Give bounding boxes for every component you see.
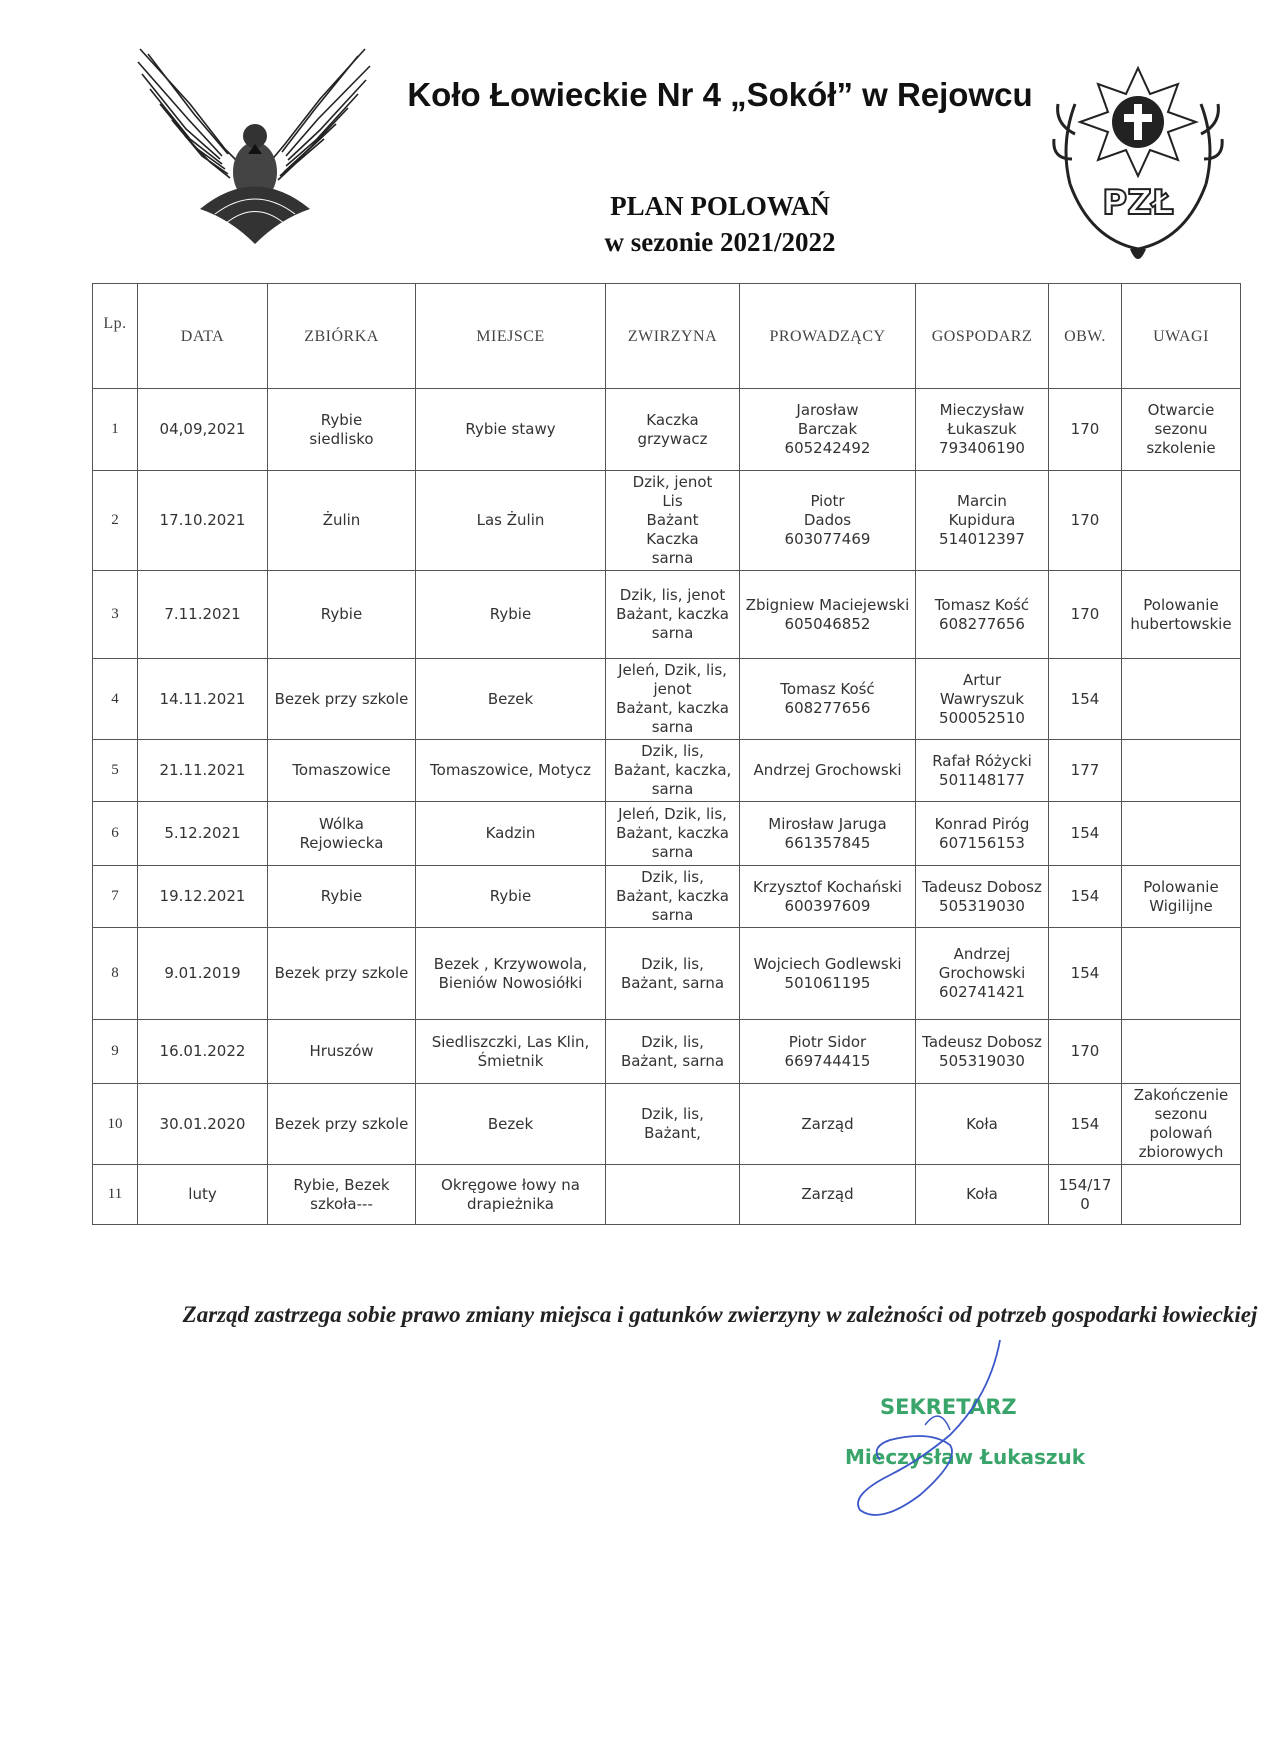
cell-zbiorka: Żulin [268, 471, 416, 571]
plan-title-line1: PLAN POLOWAŃ [610, 191, 830, 221]
cell-zbiorka: Rybie [268, 571, 416, 659]
column-header-uwagi: UWAGI [1122, 284, 1241, 389]
cell-obw: 170 [1049, 389, 1122, 471]
cell-lp: 1 [93, 389, 138, 471]
cell-data: 7.11.2021 [138, 571, 268, 659]
cell-obw: 170 [1049, 471, 1122, 571]
stamp-name: Mieczysław Łukaszuk [845, 1445, 1086, 1469]
cell-lp: 9 [93, 1020, 138, 1084]
cell-obw: 154 [1049, 866, 1122, 928]
cell-miejsce: Bezek [416, 659, 606, 740]
cell-zwierzyna [606, 1165, 740, 1225]
column-header-miejsce: MIEJSCE [416, 284, 606, 389]
cell-zbiorka: Bezek przy szkole [268, 1084, 416, 1165]
stamp-title: SEKRETARZ [880, 1395, 1017, 1419]
eagle-logo [130, 44, 380, 254]
column-header-zbiorka: ZBIÓRKA [268, 284, 416, 389]
cell-prowadzacy: Zarząd [740, 1084, 916, 1165]
cell-data: 9.01.2019 [138, 928, 268, 1020]
cell-lp: 3 [93, 571, 138, 659]
signature [830, 1335, 1070, 1525]
cell-prowadzacy: Tomasz Kość 608277656 [740, 659, 916, 740]
cell-miejsce: Las Żulin [416, 471, 606, 571]
cell-data: 14.11.2021 [138, 659, 268, 740]
cell-gospodarz: Andrzej Grochowski 602741421 [916, 928, 1049, 1020]
cell-miejsce: Okręgowe łowy na drapieżnika [416, 1165, 606, 1225]
cell-lp: 2 [93, 471, 138, 571]
cell-zbiorka: Rybie [268, 866, 416, 928]
cell-gospodarz: Tadeusz Dobosz 505319030 [916, 1020, 1049, 1084]
cell-zwierzyna: Kaczka grzywacz [606, 389, 740, 471]
cell-zbiorka: Bezek przy szkole [268, 659, 416, 740]
cell-zwierzyna: Dzik, lis, Bażant, kaczka sarna [606, 866, 740, 928]
cell-lp: 7 [93, 866, 138, 928]
cell-zwierzyna: Jeleń, Dzik, lis, Bażant, kaczka sarna [606, 802, 740, 866]
table-row [93, 928, 1241, 1020]
cell-zbiorka: Rybie siedlisko [268, 389, 416, 471]
table-row [93, 1165, 1241, 1225]
column-header-zwierzyna: ZWIRZYNA [606, 284, 740, 389]
cell-zwierzyna: Jeleń, Dzik, lis, jenot Bażant, kaczka sarna [606, 659, 740, 740]
cell-obw: 154/17 0 [1049, 1165, 1122, 1225]
cell-zwierzyna: Dzik, lis, Bażant, sarna [606, 928, 740, 1020]
cell-gospodarz: Tadeusz Dobosz 505319030 [916, 866, 1049, 928]
plan-title-line2: w sezonie 2021/2022 [604, 227, 836, 257]
cell-data: 21.11.2021 [138, 740, 268, 802]
cell-prowadzacy: Andrzej Grochowski [740, 740, 916, 802]
hunt-plan-table [92, 283, 1241, 1225]
cell-lp: 10 [93, 1084, 138, 1165]
disclaimer-text: Zarząd zastrzega sobie prawo zmiany miejsca i gatunków zwierzyny w zależności od potrzeb gospodarki łowieckiej [182, 1302, 1258, 1327]
cell-prowadzacy: Mirosław Jaruga 661357845 [740, 802, 916, 866]
cell-uwagi [1122, 740, 1241, 802]
cell-zbiorka: Rybie, Bezek szkoła--- [268, 1165, 416, 1225]
cell-prowadzacy: Zbigniew Maciejewski 605046852 [740, 571, 916, 659]
cell-uwagi [1122, 471, 1241, 571]
cell-zbiorka: Hruszów [268, 1020, 416, 1084]
cell-gospodarz: Tomasz Kość 608277656 [916, 571, 1049, 659]
table-row [93, 802, 1241, 866]
cell-miejsce: Siedliszczki, Las Klin, Śmietnik [416, 1020, 606, 1084]
table-row [93, 1084, 1241, 1165]
cell-uwagi [1122, 659, 1241, 740]
cell-lp: 5 [93, 740, 138, 802]
table-body [93, 389, 1241, 1225]
cell-uwagi: Zakończenie sezonu polowań zbiorowych [1122, 1084, 1241, 1165]
cell-obw: 170 [1049, 1020, 1122, 1084]
cell-gospodarz: Marcin Kupidura 514012397 [916, 471, 1049, 571]
table-row [93, 659, 1241, 740]
cell-data: 30.01.2020 [138, 1084, 268, 1165]
table-row [93, 471, 1241, 571]
table-row [93, 389, 1241, 471]
column-header-data: DATA [138, 284, 268, 389]
cell-miejsce: Bezek [416, 1084, 606, 1165]
cell-zwierzyna: Dzik, lis, Bażant, sarna [606, 1020, 740, 1084]
cell-miejsce: Rybie stawy [416, 389, 606, 471]
table-row [93, 866, 1241, 928]
cell-gospodarz: Koła [916, 1165, 1049, 1225]
cell-zbiorka: Wólka Rejowiecka [268, 802, 416, 866]
cell-lp: 11 [93, 1165, 138, 1225]
column-header-gospodarz: GOSPODARZ [916, 284, 1049, 389]
pzl-logo [1050, 64, 1226, 276]
table-row [93, 740, 1241, 802]
cell-zwierzyna: Dzik, lis, Bażant, [606, 1084, 740, 1165]
cell-obw: 154 [1049, 802, 1122, 866]
cell-lp: 4 [93, 659, 138, 740]
cell-data: 16.01.2022 [138, 1020, 268, 1084]
cell-miejsce: Tomaszowice, Motycz [416, 740, 606, 802]
cell-uwagi [1122, 928, 1241, 1020]
cell-obw: 154 [1049, 659, 1122, 740]
cell-obw: 154 [1049, 928, 1122, 1020]
cell-obw: 170 [1049, 571, 1122, 659]
cell-miejsce: Rybie [416, 571, 606, 659]
cell-data: 04,09,2021 [138, 389, 268, 471]
plan-title [460, 188, 980, 260]
table-row [93, 1020, 1241, 1084]
cell-zwierzyna: Dzik, lis, Bażant, kaczka, sarna [606, 740, 740, 802]
cell-prowadzacy: Zarząd [740, 1165, 916, 1225]
cell-lp: 6 [93, 802, 138, 866]
column-header-lp: Lp. [93, 284, 138, 389]
cell-data: 19.12.2021 [138, 866, 268, 928]
cell-obw: 154 [1049, 1084, 1122, 1165]
cell-data: luty [138, 1165, 268, 1225]
cell-gospodarz: Konrad Piróg 607156153 [916, 802, 1049, 866]
cell-data: 5.12.2021 [138, 802, 268, 866]
cell-miejsce: Rybie [416, 866, 606, 928]
cell-zwierzyna: Dzik, jenot Lis Bażant Kaczka sarna [606, 471, 740, 571]
column-header-obw: OBW. [1049, 284, 1122, 389]
club-name: Koło Łowieckie Nr 4 „Sokół” w Rejowcu [407, 76, 1033, 113]
table-row [93, 571, 1241, 659]
column-header-prowadzacy: PROWADZĄCY [740, 284, 916, 389]
cell-uwagi [1122, 1020, 1241, 1084]
cell-prowadzacy: Piotr Dados 603077469 [740, 471, 916, 571]
cell-data: 17.10.2021 [138, 471, 268, 571]
cell-gospodarz: Artur Wawryszuk 500052510 [916, 659, 1049, 740]
cell-uwagi: Polowanie Wigilijne [1122, 866, 1241, 928]
cell-uwagi: Otwarcie sezonu szkolenie [1122, 389, 1241, 471]
cell-zbiorka: Tomaszowice [268, 740, 416, 802]
cell-prowadzacy: Wojciech Godlewski 501061195 [740, 928, 916, 1020]
cell-prowadzacy: Krzysztof Kochański 600397609 [740, 866, 916, 928]
cell-obw: 177 [1049, 740, 1122, 802]
cell-prowadzacy: Piotr Sidor 669744415 [740, 1020, 916, 1084]
cell-uwagi [1122, 1165, 1241, 1225]
cell-miejsce: Kadzin [416, 802, 606, 866]
cell-lp: 8 [93, 928, 138, 1020]
cell-uwagi [1122, 802, 1241, 866]
pzl-letters: PZŁ [1102, 183, 1174, 223]
cell-prowadzacy: Jarosław Barczak 605242492 [740, 389, 916, 471]
cell-gospodarz: Rafał Różycki 501148177 [916, 740, 1049, 802]
cell-gospodarz: Koła [916, 1084, 1049, 1165]
cell-miejsce: Bezek , Krzywowola, Bieniów Nowosiółki [416, 928, 606, 1020]
cell-uwagi: Polowanie hubertowskie [1122, 571, 1241, 659]
table-header-row [93, 284, 1241, 389]
cell-zbiorka: Bezek przy szkole [268, 928, 416, 1020]
cell-zwierzyna: Dzik, lis, jenot Bażant, kaczka sarna [606, 571, 740, 659]
cell-gospodarz: Mieczysław Łukaszuk 793406190 [916, 389, 1049, 471]
